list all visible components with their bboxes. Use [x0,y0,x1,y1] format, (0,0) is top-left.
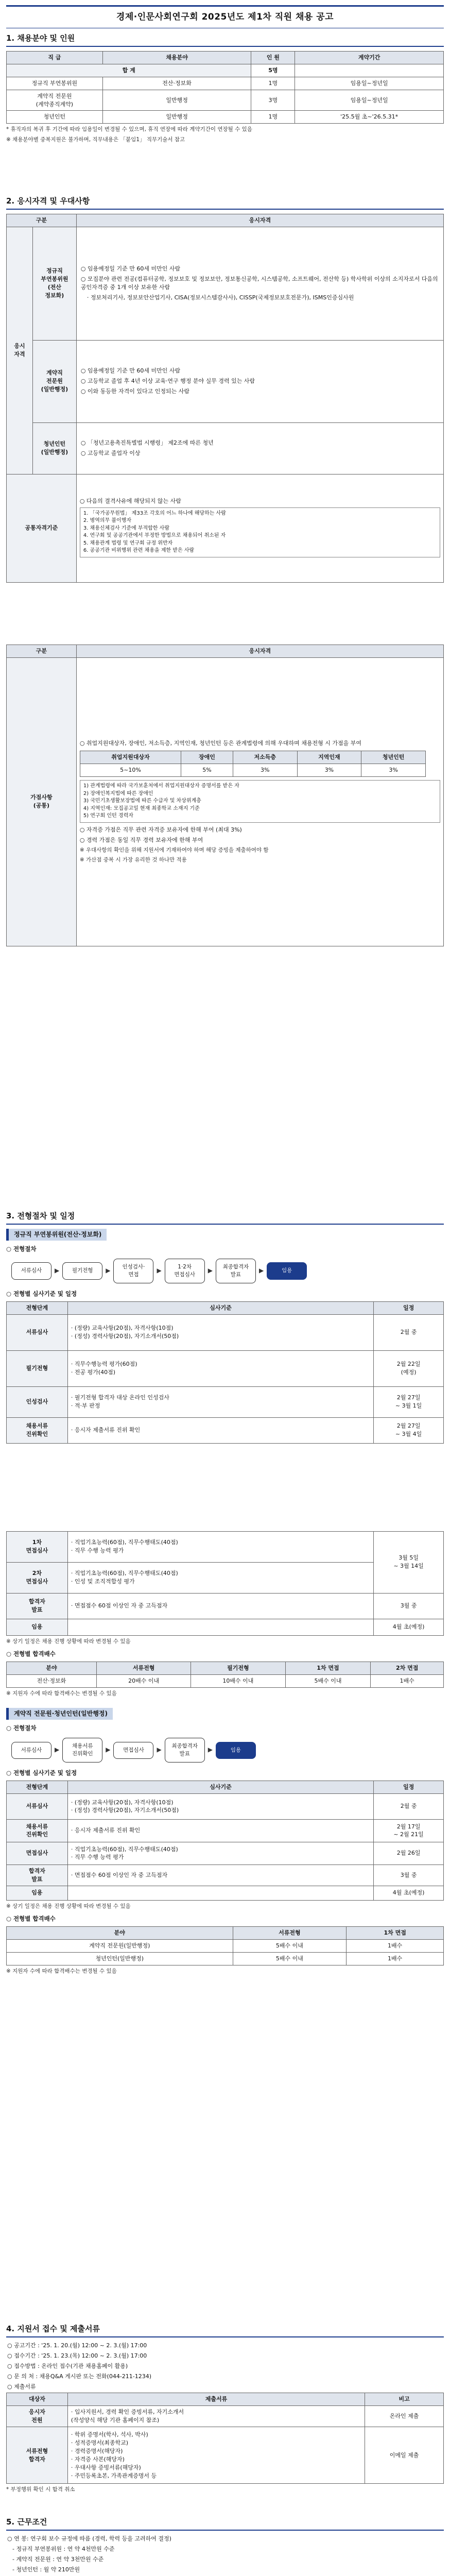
table-cell: 임용 [7,1886,68,1900]
table-cell: 인성검사 [7,1386,68,1417]
table-cell: · 응시자 제출서류 진위 확인 [67,1819,373,1842]
list-item: ○ 취업지원대상자, 장애인, 저소득층, 지역인재, 청년인턴 등은 관계법령에 의해 우대하며 채용전형 시 가점을 부여 [79,740,362,747]
schedule-header: 심사기준 [67,1781,373,1794]
note: * 부정행위 확인 시 합격 취소 [6,2486,75,2493]
section-3-heading: 3. 전형절차 및 일정 [6,1211,444,1225]
disqualification-box [80,507,440,557]
arrow-right-icon: ▶ [55,1746,60,1754]
section-1 [6,33,444,144]
section-5-heading: 5. 근무조건 [6,2517,444,2531]
table-cell: 계약직 전문원 (계약종직계약) [7,90,103,111]
schedule-label: ○ 전형별 심사기준 및 일정 [6,1290,77,1298]
mini-cell: 3% [361,764,426,777]
recruit-header: 직 급 [7,51,103,64]
list-item: ○ 접수방법 : 온라인 접수(기관 채용홈페이 활용) [7,2362,128,2369]
table-cell: 1명 [251,111,295,124]
table-cell: 청년인턴 [7,111,103,124]
multiplier-table-a [6,1662,444,1688]
table-cell: 서류전형 합격자 [7,2427,68,2484]
qual-row-label: 청년인턴 (일반행정) [32,422,76,474]
note: * 휴직자의 복귀 후 기간에 따라 임용일이 변경될 수 있으며, 휴직 연장에 따라 계약기간이 연장될 수 있음 [6,126,252,133]
table-cell: 1배수 [347,1939,444,1952]
section-2-heading: 2. 응시자격 및 우대사항 [6,196,444,210]
table-cell: 1배수 [371,1674,444,1687]
page-title: 경제·인문사회연구회 2025년도 제1차 직원 채용 공고 [6,5,444,28]
schedule-header: 일정 [374,1781,444,1794]
flow-label: ○ 전형절차 [6,1724,37,1732]
table-cell: 일반행정 [102,90,251,111]
multiplier-table-b [6,1926,444,1965]
list-item: 1. 「국가공무원법」 제33조 각호의 어느 하나에 해당하는 사람 [83,510,226,516]
qual-row-label: 정규직 부연봉위원 (전산 정보화) [32,227,76,340]
mult-header: 서류전형 [233,1926,347,1939]
table-cell: · 입사지원서, 경력 확인 증빙서류, 자기소개서 (작성양식 해당 기관 홈페이지 참조) [67,2406,365,2427]
table-cell: 전산·정보화 [102,77,251,90]
note: ※ 채용분야별 중복지원은 불가하며, 직무내용은 「붙임1」 직무기술서 참고 [6,136,185,143]
flow-step: 임용 [267,1262,307,1279]
table-cell: · 필기전형 합격자 대상 온라인 인성검사 · 적·부 판정 [67,1386,373,1417]
note: ※ 지원자 수에 따라 합격배수는 변경될 수 있음 [6,1968,117,1974]
qual-row-label: 계약직 전문원 (일반행정) [32,340,76,422]
list-item: ○ 고등학교 졸업 후 4년 이상 교육·연구 행정 분야 실무 경력 있는 사람 [80,378,255,385]
table-cell: 2월 27일 ~ 3월 1일 [374,1386,444,1417]
recruit-total-count: 5명 [251,64,295,77]
table-cell: · 학위 증명서(학사, 석사, 박사) · 성적증명서(최종학교) · 경력증명서(해당자) · 자격증 사본(해당자) · 우대사항 증빙서류(해당자) · 주민등록초본, 가족관계증명서 등 [67,2427,365,2484]
mini-cell: 3% [233,764,297,777]
bonus-label: 가점사항 (공통) [7,657,77,946]
list-item: ○ 임용예정일 기준 만 60세 미만인 사람 [80,367,181,375]
table-cell: 채용서류 진위확인 [7,1417,68,1443]
flow-step: 필기전형 [62,1262,102,1279]
table-cell: 2월 26일 [374,1842,444,1865]
track-a-tag: 정규직 부연봉위원(전산·정보화) [6,1229,107,1241]
table-cell: · 면접점수 60점 이상인 자 중 고득점자 [67,1865,373,1886]
table-cell: 정규직 부연봉위원 [7,77,103,90]
qual-group-label: 응시 자격 [7,227,33,474]
list-item: ○ 접수기간 : '25. 1. 23.(목) 12:00 ~ 2. 3.(월) 17:00 [7,2352,147,2359]
list-item: · 정보처리기사, 정보보안산업기사, CISA(정보시스템감사사), CISSP(국제정보보호전문가), ISMS인증심사원 [86,294,354,301]
qualification-table [6,214,444,583]
note: ※ 상기 일정은 채용 진행 상황에 따라 변경될 수 있음 [6,1903,131,1909]
doc-header: 비고 [365,2393,444,2406]
arrow-right-icon: ▶ [207,1746,213,1754]
table-cell: 전산·정보화 [7,1674,97,1687]
section-4 [6,2324,444,2494]
multiplier-label: ○ 전형별 합격배수 [6,1915,56,1923]
track-b-tag: 계약직 전문원·청년인턴(일반행정) [6,1708,113,1720]
recruit-table [6,51,444,124]
table-cell: 20배수 이내 [96,1674,191,1687]
section-3 [6,1211,444,1975]
mult-header: 1차 면접 [285,1662,371,1674]
recruit-header: 계약기간 [295,51,444,64]
documents-table [6,2393,444,2484]
table-cell: · 직업기초능력(60점), 직무수행태도(40점) · 인성 및 조직적합성 평가 [67,1562,373,1593]
common-qual-label: 공통자격기준 [7,474,77,582]
mini-header: 저소득층 [233,751,297,764]
schedule-label: ○ 전형별 심사기준 및 일정 [6,1769,77,1777]
arrow-right-icon: ▶ [157,1267,162,1275]
list-item: 3) 국민기초생활보장법에 따른 수급자 및 차상위계층 [83,798,201,804]
table-cell: 2월 17일 ~ 2월 21일 [374,1819,444,1842]
mult-header: 분야 [7,1662,97,1674]
doc-header: 제출서류 [67,2393,365,2406]
bonus-table [6,645,444,946]
table-cell: 5배수 이내 [233,1939,347,1952]
table-cell: 채용서류 진위확인 [7,1819,68,1842]
list-item: ○ 연 봉: 연구회 보수 규정에 따름 (경력, 학력 등을 고려하여 결정) [7,2535,171,2542]
recruit-header: 채용분야 [102,51,251,64]
table-cell: 면접심사 [7,1842,68,1865]
list-item: ○ 자격증 가점은 직무 관련 자격증 보유자에 한해 부여 (최대 3%) [79,826,242,833]
list-item: 2. 병역의무 불이행자 [83,518,132,524]
table-cell: 3월 5일 ~ 3월 14일 [374,1531,444,1593]
list-item: - 정규직 부연봉위원 : 연 약 4천만원 수준 [12,2545,115,2552]
schedule-table-a [6,1301,444,1444]
list-item: ○ 문 의 처 : 채용Q&A 게시판 또는 전화(044-211-1234) [7,2372,152,2380]
section-2 [6,196,444,946]
table-cell: 서류심사 [7,1793,68,1819]
table-cell: 청년인턴(일반행정) [7,1952,233,1965]
common-qual-content [76,474,443,582]
list-item: 4. 연구회 및 공공기관에서 부정한 방법으로 채용되어 취소된 자 [83,533,226,539]
note: ※ 지원자 수에 따라 합격배수는 변경될 수 있음 [6,1690,117,1697]
arrow-right-icon: ▶ [258,1267,264,1275]
process-flow-a [6,1257,444,1285]
bonus-header: 구분 [7,645,77,657]
flow-step: 면접심사 [113,1742,153,1759]
note: ※ 가산점 중복 시 가장 유리한 것 하나만 적용 [79,856,187,863]
flow-label: ○ 전형절차 [6,1245,37,1253]
flow-step: 임용 [216,1742,256,1759]
work-conditions [6,2535,444,2576]
table-cell [67,1886,373,1900]
qual-header: 구분 [7,214,77,227]
table-cell: · 직업기초능력(60점), 직무수행태도(40점) · 직무 수행 능력 평가 [67,1531,373,1562]
table-cell: 5배수 이내 [233,1952,347,1965]
table-cell: 필기전형 [7,1350,68,1386]
table-cell: 1명 [251,77,295,90]
section-5 [6,2517,444,2576]
common-qual-intro: ○ 다음의 결격사유에 해당되지 않는 사람 [79,497,181,504]
table-cell: 3명 [251,90,295,111]
table-cell: 2차 면접심사 [7,1562,68,1593]
application-info [6,2342,444,2391]
table-cell: 합격자 발표 [7,1865,68,1886]
process-flow-b [6,1736,444,1765]
list-item: ○ 경력 가점은 동일 직무 경력 보유자에 한해 부여 [79,836,203,843]
list-item: 5. 채용관계 법령 및 연구회 규정 위반자 [83,540,173,546]
list-item: ○ 임용예정일 기준 만 60세 미만인 사람 [80,265,181,273]
list-item: 1) 관계법령에 따라 국가보훈처에서 취업지원대상자 증명서를 받은 자 [83,783,239,789]
flow-step: 최종합격자 발표 [216,1259,256,1283]
table-cell: 3월 중 [374,1865,444,1886]
list-item: 4) 지역인재: 모집공고일 현재 최종학교 소재지 기준 [83,805,200,811]
table-cell: 응시자 전원 [7,2406,68,2427]
table-cell: · 직무수행능력 평가(60점) · 전공 평가(40점) [67,1350,373,1386]
section-1-heading: 1. 채용분야 및 인원 [6,33,444,47]
table-cell: 계약직 전문원(일반행정) [7,1939,233,1952]
list-item: ○ 고등학교 졸업자 이상 [80,450,141,457]
doc-header: 대상자 [7,2393,68,2406]
list-item: ○ 공고기간 : '25. 1. 20.(월) 12:00 ~ 2. 3.(월) 17:00 [7,2342,147,2349]
table-cell: · (정량) 교육사항(20점), 자격사항(10점) · (정성) 경력사항(20점), 자기소개서(50점) [67,1314,373,1350]
table-cell: 1배수 [347,1952,444,1965]
arrow-right-icon: ▶ [106,1267,111,1275]
list-item: 6. 공공기관 비위행위 관련 채용을 제한 받은 사람 [83,548,195,554]
table-cell: 3월 중 [374,1593,444,1619]
schedule-table-a-cont [6,1531,444,1636]
flow-step: 1·2차 면접심사 [165,1259,205,1283]
mini-header: 지역인재 [297,751,361,764]
schedule-table-b [6,1781,444,1901]
arrow-right-icon: ▶ [207,1267,213,1275]
list-item: 5) 연구회 인턴 경력자 [83,813,133,819]
table-cell: 4월 초(예정) [374,1886,444,1900]
qual-row-content [76,422,443,474]
list-item: - 청년인턴 : 월 약 210만원 [12,2566,80,2573]
mini-cell: 3% [297,764,361,777]
list-item: ○ 「청년고용촉진특별법 시행령」 제2조에 따른 청년 [80,439,214,447]
table-cell [67,1619,373,1635]
recruit-total-label: 합 계 [7,64,251,77]
table-cell: 온라인 제출 [365,2406,444,2427]
flow-step: 서류심사 [11,1262,51,1279]
list-item: - 계약직 전문원 : 연 약 3천만원 수준 [12,2555,104,2563]
table-cell: · 면접점수 60점 이상인 자 중 고득점자 [67,1593,373,1619]
mult-header: 1차 면접 [347,1926,444,1939]
table-cell: 합격자 발표 [7,1593,68,1619]
mult-header: 서류전형 [96,1662,191,1674]
note: ※ 상기 일정은 채용 진행 상황에 따라 변경될 수 있음 [6,1638,131,1645]
table-cell: · 응시자 제출서류 진위 확인 [67,1417,373,1443]
flow-step: 서류심사 [11,1742,51,1759]
section-4-heading: 4. 지원서 접수 및 제출서류 [6,2324,444,2337]
multiplier-label: ○ 전형별 합격배수 [6,1650,56,1658]
mult-header: 필기전형 [191,1662,285,1674]
list-item: 2) 장애인복지법에 따른 장애인 [83,790,153,796]
list-item: 3. 채용신체검사 기준에 부적합한 사람 [83,525,169,531]
bonus-mini-table [80,751,426,777]
flow-step: 최종합격자 발표 [165,1738,205,1762]
table-cell: 10배수 이내 [191,1674,285,1687]
list-item: ○ 제출서류 [7,2383,36,2390]
table-cell: 일반행정 [102,111,251,124]
table-cell: 2월 중 [374,1314,444,1350]
flow-step: 인성검사· 면접 [113,1259,153,1283]
arrow-right-icon: ▶ [55,1267,60,1275]
table-cell: · 직업기초능력(60점), 직무수행태도(40점) · 직무 수행 능력 평가 [67,1842,373,1865]
table-cell: 이메일 제출 [365,2427,444,2484]
table-cell: '25.5월 초~'26.5.31* [295,111,444,124]
table-cell: 2월 중 [374,1793,444,1819]
table-cell: 5배수 이내 [285,1674,371,1687]
mult-header: 분야 [7,1926,233,1939]
table-cell: 임용일~정년일 [295,77,444,90]
mini-header: 취업지원대상자 [80,751,181,764]
table-cell: 임용 [7,1619,68,1635]
bonus-content [76,657,443,946]
table-cell: 1차 면접심사 [7,1531,68,1562]
note: ※ 우대사항의 확인을 위해 지원서에 기재하여야 하며 해당 증빙을 제출하여야 함 [79,846,269,853]
table-cell: 2월 22일 (예정) [374,1350,444,1386]
bonus-box [80,780,440,823]
arrow-right-icon: ▶ [106,1746,111,1754]
schedule-header: 전형단계 [7,1301,68,1314]
arrow-right-icon: ▶ [157,1746,162,1754]
schedule-header: 전형단계 [7,1781,68,1794]
table-cell: 임용일~정년일 [295,90,444,111]
table-cell: 2월 27일 ~ 3월 4일 [374,1417,444,1443]
list-item: ○ 이와 동등한 자격이 있다고 인정되는 사람 [80,388,190,395]
table-cell: · (정량) 교육사항(20점), 자격사항(10점) · (정성) 경력사항(20점), 자기소개서(50점) [67,1793,373,1819]
bonus-header: 응시자격 [76,645,443,657]
flow-step: 채용서류 진위확인 [62,1738,102,1762]
qual-row-content [76,227,443,340]
recruit-header: 인 원 [251,51,295,64]
qual-header: 응시자격 [76,214,443,227]
mini-header: 청년인턴 [361,751,426,764]
mini-cell: 5% [181,764,233,777]
table-cell: 서류심사 [7,1314,68,1350]
mini-cell: 5~10% [80,764,181,777]
qual-row-content [76,340,443,422]
table-cell: 4월 초(예정) [374,1619,444,1635]
schedule-header: 일정 [374,1301,444,1314]
list-item: ○ 모집분야 관련 전공(컴퓨터공학, 정보보호 및 정보보안, 정보통신공학, 시스템공학, 소프트웨어, 전산학 등) 학사학위 이상의 소지자로서 다음의 공인자격증 중 1개 이상 보유한 사람 [80,276,438,291]
mini-header: 장애인 [181,751,233,764]
schedule-header: 심사기준 [67,1301,373,1314]
mult-header: 2차 면접 [371,1662,444,1674]
